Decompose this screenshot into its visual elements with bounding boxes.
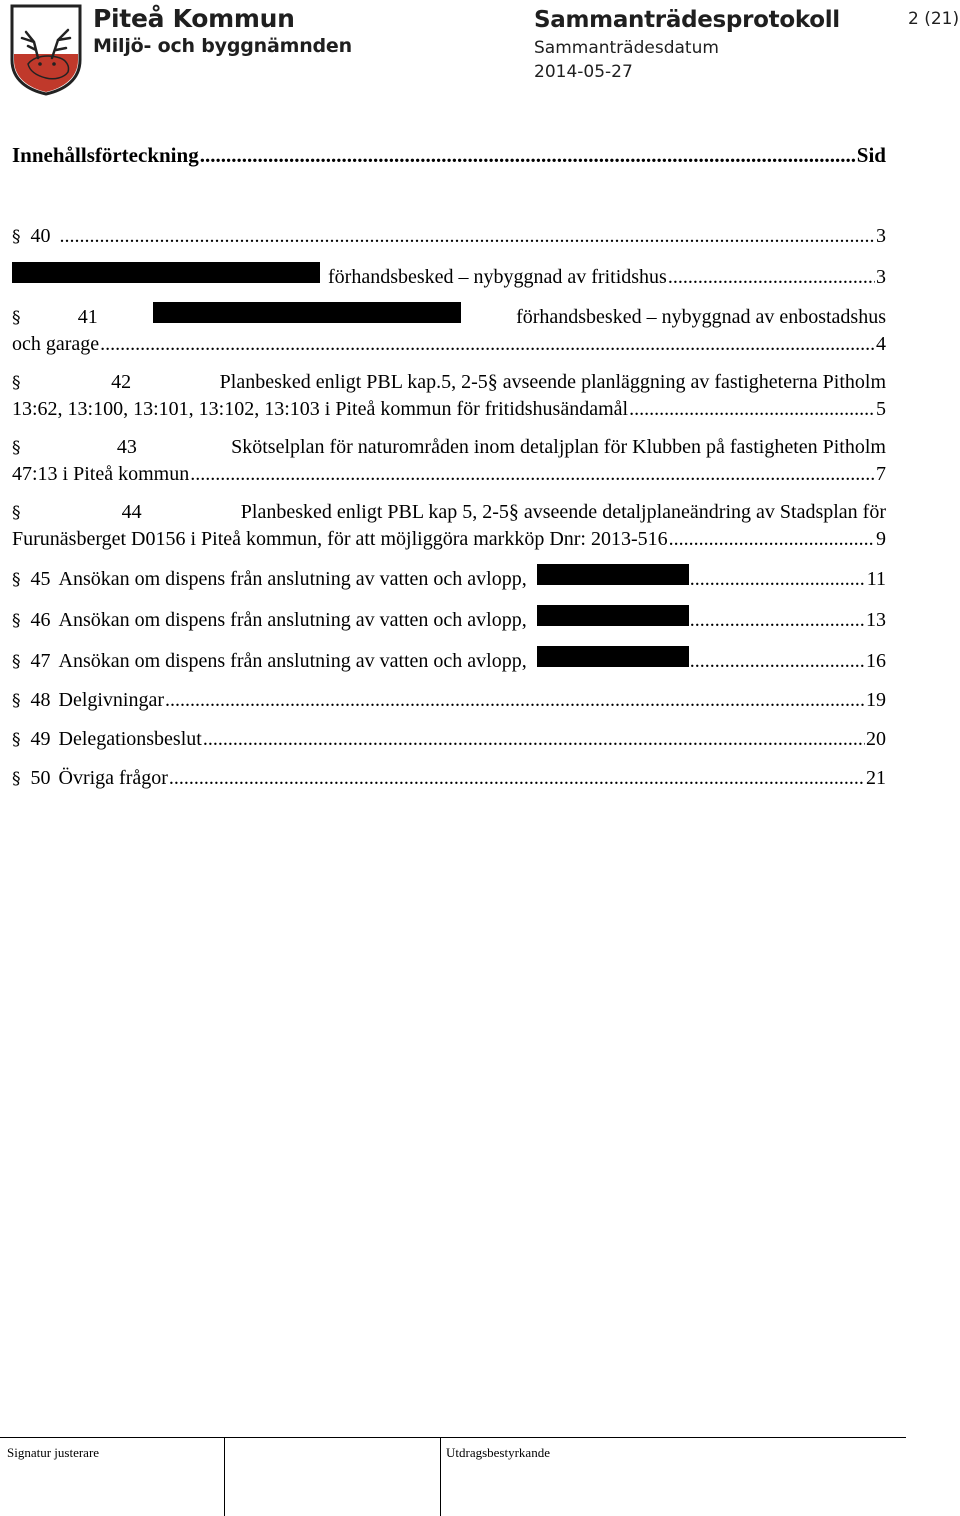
toc-leader-dots [100,331,875,357]
toc-entry-title: Övriga frågor [58,767,168,789]
toc-leader-dots [165,687,865,713]
org-name: Piteå Kommun [93,4,295,33]
toc-leader-dots [203,726,865,752]
toc-entry-number: 49 [30,728,51,750]
signature-footer [0,1437,960,1516]
toc-entry-title: Ansökan om dispens från anslutning av vatten och avlopp, [58,568,527,590]
toc-entry-page: 9 [876,528,886,550]
toc-entry[interactable] [12,434,886,487]
section-sign-icon: § [12,611,21,631]
toc-leader-dots [190,461,875,487]
toc-page-column-label: Sid [856,143,886,167]
section-sign-icon: § [12,308,21,328]
toc-entry[interactable] [12,605,886,634]
toc-entry-number: 42 [111,371,132,393]
extract-certification-label: Utdragsbestyrkande [446,1445,550,1460]
toc-entry-title: Planbesked enligt PBL kap.5, 2-5§ avseende planläggning av fastigheterna Pitholm [219,371,886,393]
redaction-box [537,605,689,626]
toc-entry[interactable] [12,687,886,714]
document-info [534,4,840,84]
section-sign-icon: § [12,503,21,523]
toc-entry-page: 19 [866,689,886,711]
toc-entry[interactable] [12,726,886,753]
table-of-contents [12,143,886,792]
toc-entry-page: 5 [876,398,886,420]
toc-entry-number: 48 [30,689,51,711]
section-sign-icon: § [12,730,21,750]
signature-label: Signatur justerare [7,1445,100,1460]
document-type: Sammanträdesprotokoll [534,7,840,33]
toc-header [12,143,886,179]
section-sign-icon: § [12,652,21,672]
section-sign-icon: § [12,570,21,590]
toc-entry-number: 43 [116,436,137,458]
toc-entry[interactable] [12,499,886,552]
toc-entry-page: 7 [876,463,886,485]
redaction-box [537,646,689,667]
toc-entry[interactable] [12,369,886,422]
toc-entry-title: förhandsbesked – nybyggnad av fritidshus [328,266,667,288]
toc-leader-dots [60,223,876,249]
toc-entry-page: 16 [866,650,886,672]
toc-entry-number: 50 [30,767,51,789]
toc-entry-title: Delgivningar [58,689,165,711]
toc-entries [12,223,886,792]
toc-entry-number: 41 [77,306,98,328]
organization-block [93,4,352,58]
toc-entry[interactable] [12,223,886,250]
toc-entry-title: Ansökan om dispens från anslutning av vatten och avlopp, [58,609,527,631]
toc-entry-title: Skötselplan för naturområden inom detaljplan för Klubben på fastigheten Pitholm [231,436,886,458]
toc-entry-title-continued: 13:62, 13:100, 13:101, 13:102, 13:103 i Piteå kommun för fritidshusändamål [12,398,629,420]
toc-entry-page: 11 [866,568,886,590]
toc-entry-title-continued: Furunäsberget D0156 i Piteå kommun, för att möjliggöra markköp Dnr: 2013-516 [12,528,668,550]
footer-divider [224,1437,225,1516]
toc-leader-dots [690,607,865,633]
toc-entry-number: 45 [30,568,51,590]
toc-leader-dots [200,143,856,168]
toc-entry-page: 3 [876,225,886,247]
toc-entry-title: förhandsbesked – nybyggnad av enbostadshus [516,306,886,328]
toc-entry[interactable] [12,262,886,290]
toc-entry-page: 4 [876,333,886,355]
toc-entry-number: 46 [30,609,51,631]
toc-entry-page: 13 [866,609,886,631]
toc-leader-dots [629,396,875,422]
toc-entry-number: 47 [30,650,51,672]
toc-entry-page: 20 [866,728,886,750]
section-sign-icon: § [12,691,21,711]
pitea-coat-of-arms-logo [8,2,84,96]
toc-entry-title-continued: 47:13 i Piteå kommun [12,463,190,485]
meeting-date-label: Sammanträdesdatum [534,38,719,58]
section-sign-icon: § [12,373,21,393]
section-sign-icon: § [12,769,21,789]
toc-entry-page: 21 [866,767,886,789]
page-number: 2 (21) [908,9,960,29]
redaction-box [153,302,461,323]
toc-entry-title: Planbesked enligt PBL kap 5, 2-5§ avseende detaljplaneändring av Stadsplan för [240,501,886,523]
toc-leader-dots [668,264,875,290]
footer-rule [0,1437,906,1438]
toc-entry-title-continued: och garage [12,333,100,355]
toc-leader-dots [690,566,866,592]
toc-entry[interactable] [12,765,886,792]
redaction-box [537,564,689,585]
toc-entry-title: Ansökan om dispens från anslutning av vatten och avlopp, [58,650,527,672]
toc-leader-dots [669,526,875,552]
toc-leader-dots [690,648,865,674]
meeting-date: 2014-05-27 [534,62,633,82]
footer-divider [440,1437,441,1516]
toc-entry-page: 3 [876,266,886,288]
toc-entry-number: 44 [121,501,142,523]
toc-entry[interactable] [12,646,886,675]
toc-leader-dots [169,765,865,791]
toc-entry-title: Delegationsbeslut [58,728,202,750]
toc-entry-number: 40 [30,225,51,247]
section-sign-icon: § [12,438,21,458]
toc-entry[interactable] [12,302,886,357]
redaction-box [12,262,320,283]
toc-entry[interactable] [12,564,886,593]
toc-title: Innehållsförteckning [12,143,199,167]
department-name: Miljö- och byggnämnden [93,35,352,57]
section-sign-icon: § [12,227,21,247]
